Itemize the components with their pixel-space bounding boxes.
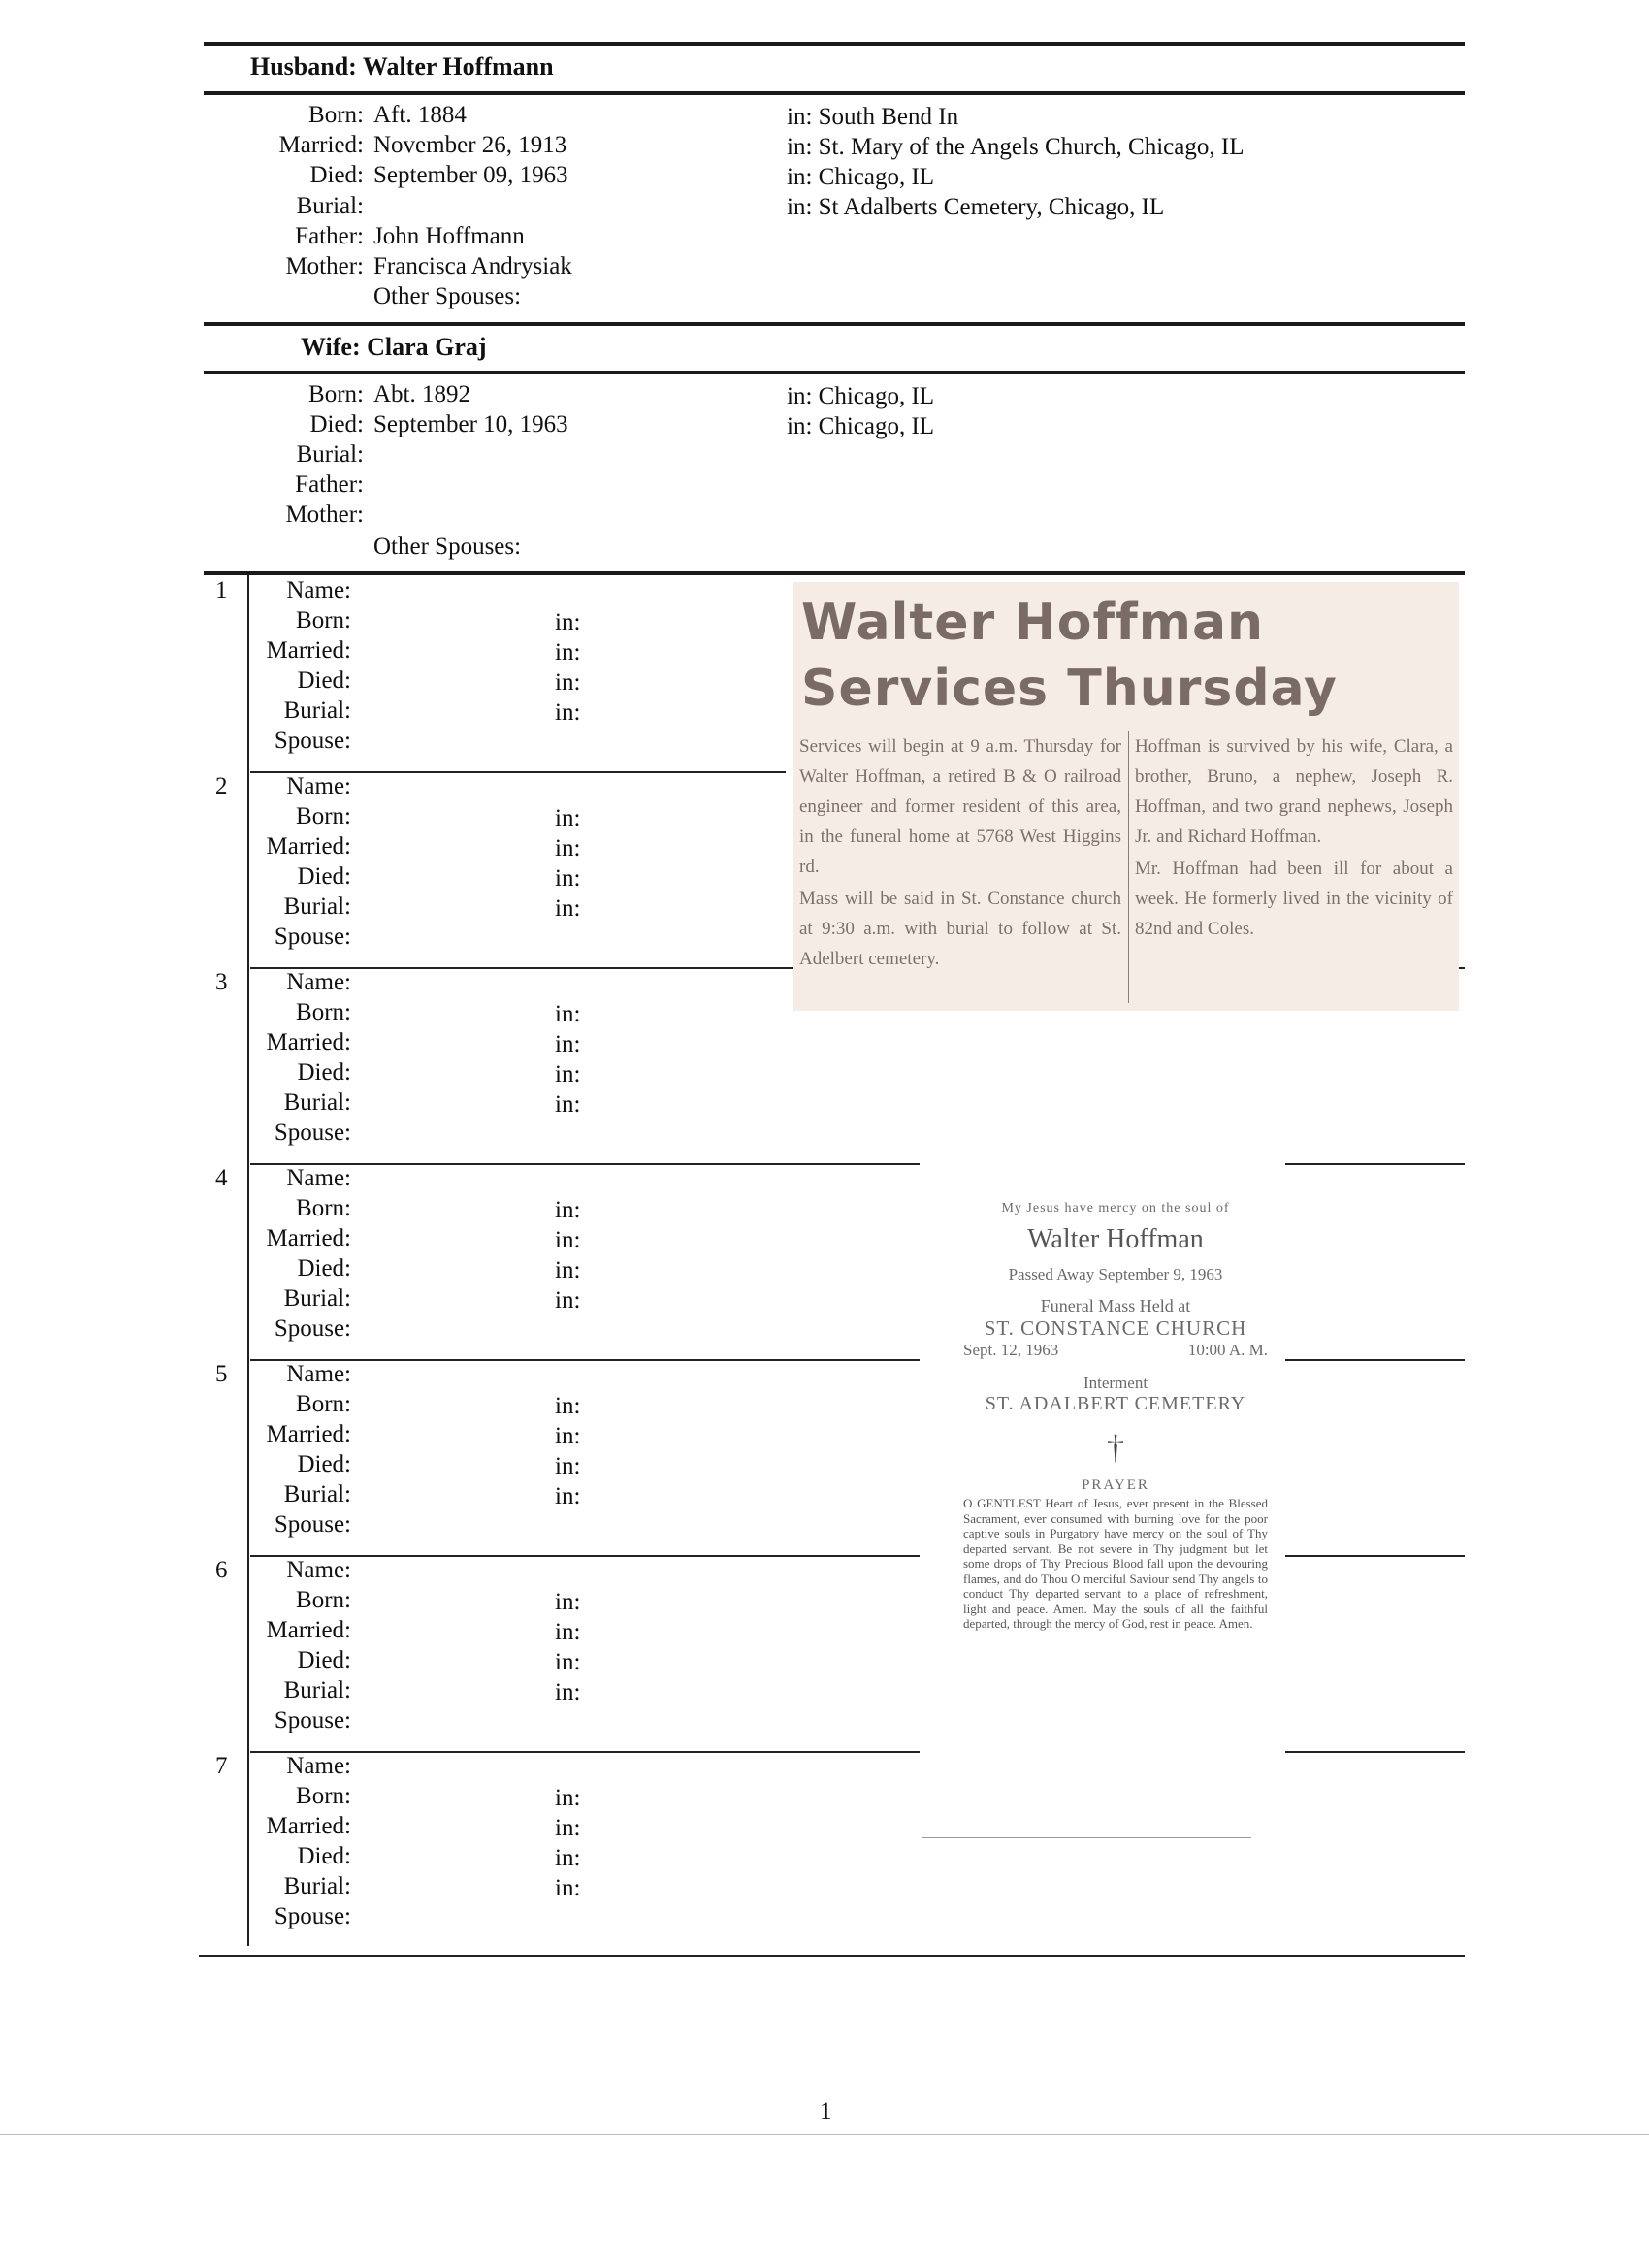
child-place-label: in: (555, 639, 581, 665)
clipping-column-left (799, 731, 1121, 974)
husband-other-spouses: Other Spouses: (373, 283, 522, 309)
child-field-label: Married: (266, 1421, 351, 1447)
clipping-left-paragraph-2: Mass will be said in St. Constance church at 9:30 a.m. with burial to follow at St. Adelbert cemetery. (799, 889, 1121, 969)
child-place-label: in: (555, 1649, 581, 1675)
child-place-label: in: (555, 1679, 581, 1705)
wife-died-place: in: Chicago, IL (787, 413, 935, 439)
child-field-label: Spouse: (274, 923, 351, 950)
child-place-label: in: (555, 1031, 581, 1057)
card-date: Sept. 12, 1963 (963, 1341, 1059, 1359)
husband-mother-value: Francisca Andrysiak (373, 253, 572, 279)
child-field-label: Name: (286, 1753, 351, 1779)
child-place-label: in: (555, 1785, 581, 1811)
child-field-label: Died: (297, 1255, 351, 1281)
wife-mother-label: Mother: (285, 502, 364, 528)
wife-died-value: September 10, 1963 (373, 411, 568, 437)
child-field-label: Name: (286, 1557, 351, 1583)
child-field-label: Burial: (283, 1481, 351, 1507)
clipping-headline-2: Services Thursday (801, 660, 1338, 718)
child-separator (1285, 1751, 1465, 1753)
child-place-label: in: (555, 1423, 581, 1449)
husband-born-label: Born: (308, 102, 364, 128)
child-field-label: Spouse: (274, 1707, 351, 1733)
husband-died-place: in: Chicago, IL (787, 164, 935, 190)
wife-header (301, 333, 487, 362)
child-separator (1285, 1163, 1465, 1165)
page-number: 1 (820, 2098, 832, 2124)
wife-father-label: Father: (295, 471, 364, 498)
card-cemetery: ST. ADALBERT CEMETERY (985, 1393, 1246, 1414)
wife-role-label: Wife: (301, 333, 361, 361)
child-place-label: in: (555, 1845, 581, 1871)
child-field-label: Burial: (283, 1873, 351, 1899)
husband-married-place: in: St. Mary of the Angels Church, Chicago, IL (787, 134, 1245, 160)
child-field-label: Name: (286, 1361, 351, 1387)
child-field-label: Married: (266, 1225, 351, 1251)
child-field-label: Married: (266, 1813, 351, 1839)
wife-burial-label: Burial: (296, 441, 364, 468)
child-field-label: Spouse: (274, 728, 351, 754)
child-place-label: in: (555, 1483, 581, 1509)
child-field-label: Name: (286, 1165, 351, 1191)
clipping-left-paragraph-1: Services will begin at 9 a.m. Thursday for Walter Hoffman, a retired B & O railroad engineer and former resident of this area, in the funeral home at 5768 West Higgins rd. (799, 736, 1121, 877)
child-field-label: Born: (296, 803, 351, 829)
child-place-label: in: (555, 1257, 581, 1283)
child-field-label: Born: (296, 1195, 351, 1221)
rule-wife-top (204, 322, 1465, 326)
clipping-right-paragraph-2: Mr. Hoffman had been ill for about a week. He formerly lived in the vicinity of 82nd and Coles. (1135, 859, 1453, 939)
child-number: 5 (215, 1361, 228, 1387)
husband-died-value: September 09, 1963 (373, 162, 568, 188)
husband-role-label: Husband: (250, 52, 357, 81)
card-prayer-text: O GENTLEST Heart of Jesus, ever present in the Blessed Sacrament, ever consumed with burning love for the poor captive souls in Purgatory have mercy on the soul of Thy departed servant. Be not severe in Thy judgment but let some drops of Thy Precious Blood fall upon the devouring flames, and do Thou O merciful Saviour send Thy angels to conduct Thy departed servant to a place of refreshment, light and peace. Amen. May the souls of all the faithful departed, through the mercy of God, rest in peace. Amen. (963, 1496, 1268, 1631)
child-number: 2 (215, 773, 228, 799)
child-number: 1 (215, 577, 228, 603)
child-number: 4 (215, 1165, 228, 1191)
wife-died-label: Died: (309, 411, 364, 437)
card-bottom-rule (922, 1837, 1251, 1838)
clipping-column-right (1135, 731, 1453, 944)
rule-husband (204, 91, 1465, 95)
wife-born-label: Born: (308, 381, 364, 407)
wife-born-place: in: Chicago, IL (787, 383, 935, 409)
child-place-label: in: (555, 1197, 581, 1223)
child-place-label: in: (555, 609, 581, 635)
wife-name: Clara Graj (367, 333, 487, 361)
clipping-headline-1: Walter Hoffman (801, 594, 1265, 652)
child-field-label: Name: (286, 577, 351, 603)
child-place-label: in: (555, 1393, 581, 1419)
child-separator (199, 1955, 1465, 1957)
child-field-label: Died: (297, 1059, 351, 1085)
husband-married-value: November 26, 1913 (373, 132, 567, 158)
card-interment: Interment (1083, 1374, 1148, 1392)
child-separator (1285, 1359, 1465, 1361)
husband-burial-label: Burial: (296, 193, 364, 219)
card-name: Walter Hoffman (1027, 1224, 1204, 1254)
child-place-label: in: (555, 1287, 581, 1313)
child-place-label: in: (555, 1091, 581, 1118)
child-place-label: in: (555, 1815, 581, 1841)
husband-father-label: Father: (295, 223, 364, 249)
card-date-time (955, 1341, 1276, 1360)
children-divider (247, 575, 249, 1946)
husband-born-value: Aft. 1884 (373, 102, 467, 128)
card-mass-held: Funeral Mass Held at (1040, 1296, 1191, 1315)
husband-burial-place: in: St Adalberts Cemetery, Chicago, IL (787, 194, 1165, 220)
husband-married-label: Married: (278, 132, 364, 158)
child-separator (1285, 1555, 1465, 1557)
child-number: 3 (215, 969, 228, 995)
child-field-label: Born: (296, 607, 351, 633)
child-number: 6 (215, 1557, 228, 1583)
child-field-label: Burial: (283, 893, 351, 920)
child-field-label: Burial: (283, 697, 351, 724)
card-prayer-title: PRAYER (1082, 1477, 1149, 1493)
child-field-label: Born: (296, 1587, 351, 1613)
child-place-label: in: (555, 1001, 581, 1027)
child-place-label: in: (555, 1061, 581, 1087)
rule-top (204, 42, 1465, 46)
child-field-label: Name: (286, 969, 351, 995)
child-place-label: in: (555, 1875, 581, 1901)
obituary-clipping (793, 582, 1459, 1011)
rule-children-top (204, 571, 1465, 575)
child-field-label: Born: (296, 999, 351, 1025)
child-number: 7 (215, 1753, 228, 1779)
child-field-label: Died: (297, 667, 351, 694)
child-place-label: in: (555, 1453, 581, 1479)
child-field-label: Died: (297, 863, 351, 890)
child-place-label: in: (555, 1227, 581, 1253)
husband-father-value: John Hoffmann (373, 223, 525, 249)
child-place-label: in: (555, 1589, 581, 1615)
husband-died-label: Died: (309, 162, 364, 188)
child-field-label: Married: (266, 833, 351, 859)
child-field-label: Married: (266, 637, 351, 664)
wife-born-value: Abt. 1892 (373, 381, 470, 407)
rule-wife (204, 371, 1465, 374)
child-field-label: Married: (266, 1029, 351, 1055)
child-place-label: in: (555, 699, 581, 726)
scan-edge (0, 2134, 1649, 2135)
child-field-label: Burial: (283, 1285, 351, 1312)
child-field-label: Died: (297, 1647, 351, 1673)
child-field-label: Spouse: (274, 1119, 351, 1146)
child-field-label: Burial: (283, 1089, 351, 1116)
child-field-label: Spouse: (274, 1903, 351, 1929)
cross-icon: † (1107, 1428, 1124, 1467)
child-field-label: Spouse: (274, 1315, 351, 1342)
card-line1: My Jesus have mercy on the soul of (1001, 1201, 1230, 1215)
husband-mother-label: Mother: (285, 253, 364, 279)
child-field-label: Died: (297, 1843, 351, 1869)
child-place-label: in: (555, 1619, 581, 1645)
child-place-label: in: (555, 805, 581, 831)
child-field-label: Spouse: (274, 1511, 351, 1538)
husband-header (250, 52, 554, 81)
card-church: ST. CONSTANCE CHURCH (984, 1316, 1247, 1340)
child-field-label: Married: (266, 1617, 351, 1643)
card-time: 10:00 A. M. (1187, 1341, 1268, 1359)
child-place-label: in: (555, 835, 581, 861)
prayer-card (955, 1195, 1276, 1845)
child-field-label: Name: (286, 773, 351, 799)
child-place-label: in: (555, 865, 581, 891)
child-place-label: in: (555, 895, 581, 922)
child-field-label: Burial: (283, 1677, 351, 1703)
wife-other-spouses: Other Spouses: (373, 534, 522, 560)
child-place-label: in: (555, 669, 581, 696)
clipping-column-rule (1128, 731, 1129, 1003)
child-field-label: Born: (296, 1391, 351, 1417)
child-field-label: Born: (296, 1783, 351, 1809)
card-passed: Passed Away September 9, 1963 (1008, 1265, 1223, 1283)
husband-born-place: in: South Bend In (787, 104, 959, 130)
husband-name: Walter Hoffmann (362, 52, 554, 81)
clipping-right-paragraph-1: Hoffman is survived by his wife, Clara, a brother, Bruno, a nephew, Joseph R. Hoffman, and two grand nephews, Joseph Jr. and Richard Hoffman. (1135, 736, 1453, 847)
child-field-label: Died: (297, 1451, 351, 1477)
